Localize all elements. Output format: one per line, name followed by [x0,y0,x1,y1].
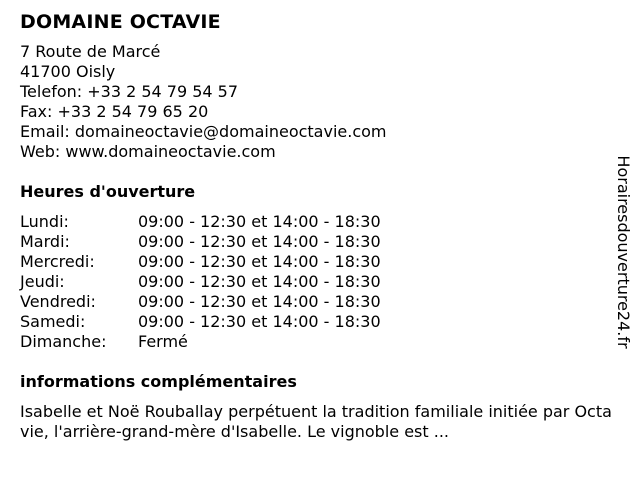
time-range: 09:00 - 12:30 et 14:00 - 18:30 [138,232,381,251]
hours-row [20,212,381,232]
additional-info-text: Isabelle et Noë Rouballay perpétuent la tradition familiale initiée par Octavie, l'arrière-grand-mère d'Isabelle. Le vignoble est ... [20,402,612,441]
day-label: Lundi: [20,212,69,231]
hours-row [20,252,381,272]
time-range: 09:00 - 12:30 et 14:00 - 18:30 [138,292,381,311]
day-label: Dimanche: [20,332,107,351]
website: Web: www.domaineoctavie.com [20,142,276,161]
time-range: 09:00 - 12:30 et 14:00 - 18:30 [138,312,381,331]
time-range: 09:00 - 12:30 et 14:00 - 18:30 [138,272,381,291]
hours-row [20,292,381,312]
opening-hours-heading: Heures d'ouverture [20,182,196,201]
opening-hours-table [20,212,381,352]
day-label: Vendredi: [20,292,96,311]
business-card [20,10,612,442]
day-label: Samedi: [20,312,86,331]
day-label: Mercredi: [20,252,95,271]
site-watermark: Horairesdouverture24.fr [614,155,633,349]
hours-row [20,232,381,252]
phone-number: Telefon: +33 2 54 79 54 57 [20,82,239,101]
hours-row [20,332,381,352]
hours-row [20,312,381,332]
business-name: DOMAINE OCTAVIE [20,11,221,33]
time-range: 09:00 - 12:30 et 14:00 - 18:30 [138,212,381,231]
hours-row [20,272,381,292]
day-label: Jeudi: [20,272,65,291]
time-range: 09:00 - 12:30 et 14:00 - 18:30 [138,252,381,271]
fax-number: Fax: +33 2 54 79 65 20 [20,102,209,121]
email-address: Email: domaineoctavie@domaineoctavie.com [20,122,387,141]
contact-block [20,42,612,162]
time-range: Fermé [138,332,188,351]
address-street: 7 Route de Marcé [20,42,161,61]
address-city: 41700 Oisly [20,62,116,81]
day-label: Mardi: [20,232,70,251]
additional-info-heading: informations complémentaires [20,372,297,391]
